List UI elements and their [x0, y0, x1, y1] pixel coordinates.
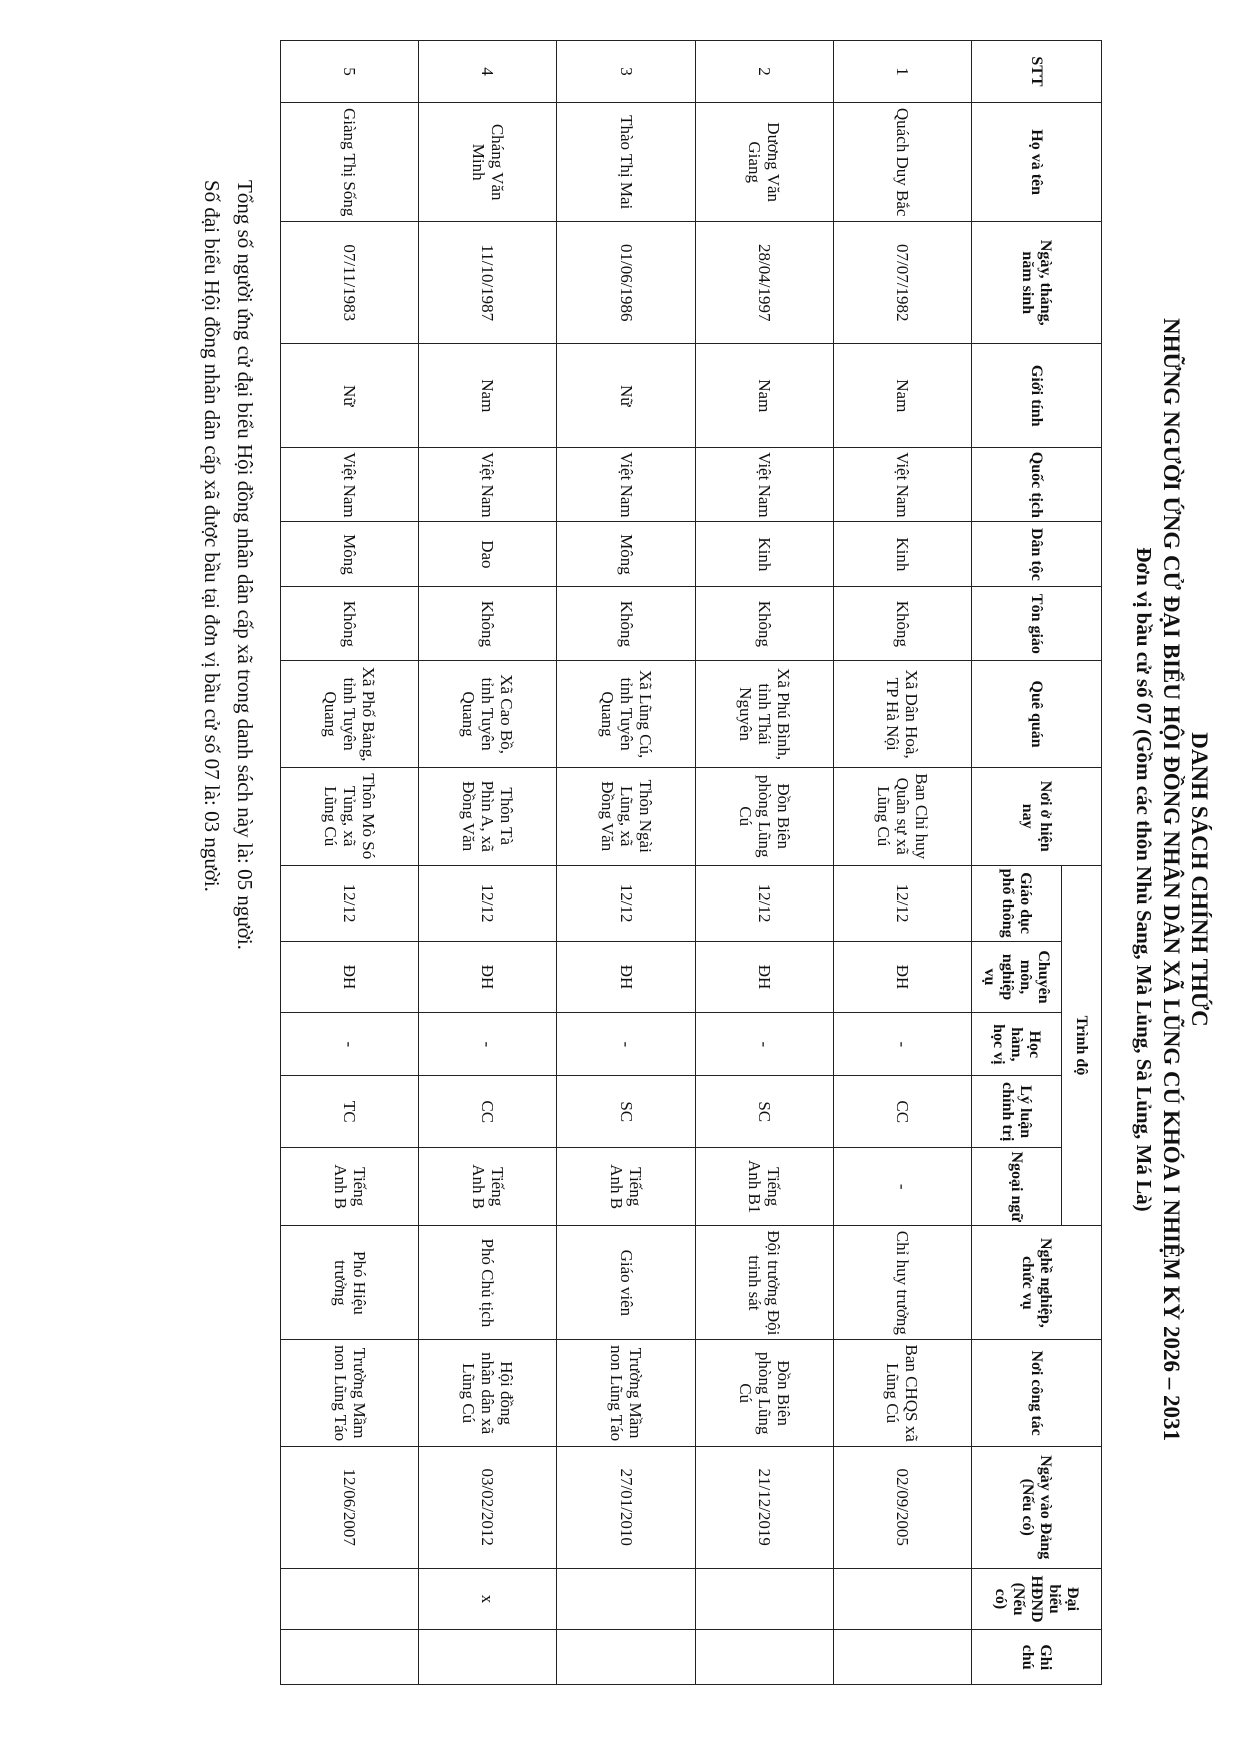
cell-politics: SC: [557, 1076, 695, 1148]
cell-stt: 4: [419, 41, 557, 103]
cell-nationality: Việt Nam: [557, 448, 695, 522]
header-delegate: Đại biểu HĐND (Nếu có): [972, 1568, 1102, 1630]
cell-degree: -: [695, 1013, 833, 1076]
cell-job: Giáo viên: [557, 1226, 695, 1340]
table-row: [281, 41, 419, 1685]
cell-stt: 1: [833, 41, 971, 103]
cell-residence: Thôn Ngài Lũng, xã Đồng Văn: [557, 767, 695, 865]
cell-name: Giàng Thị Sống: [281, 102, 419, 222]
cell-degree: -: [281, 1013, 419, 1076]
cell-language: Tiếng Anh B: [281, 1148, 419, 1226]
cell-hometown: Xã Phố Bảng, tỉnh Tuyên Quang: [281, 661, 419, 767]
cell-specialty: ĐH: [557, 941, 695, 1013]
cell-general-edu: 12/12: [695, 865, 833, 941]
cell-workplace: Trường Mầm non Lũng Táo: [557, 1340, 695, 1446]
header-workplace: Nơi công tác: [972, 1340, 1102, 1446]
cell-hometown: Xã Phú Bình, tỉnh Thái Nguyên: [695, 661, 833, 767]
header-job: Nghề nghiệp, chức vụ: [972, 1226, 1102, 1340]
cell-note: [419, 1630, 557, 1685]
table-row: [557, 41, 695, 1685]
cell-delegate: x: [419, 1568, 557, 1630]
header-degree: Học hàm, học vị: [972, 1013, 1062, 1076]
cell-religion: Không: [419, 587, 557, 661]
cell-job: Chỉ huy trưởng: [833, 1226, 971, 1340]
table-row: [419, 41, 557, 1685]
cell-hometown: Xã Lũng Cú, tỉnh Tuyên Quang: [557, 661, 695, 767]
cell-delegate: [557, 1568, 695, 1630]
cell-language: Tiếng Anh B: [557, 1148, 695, 1226]
cell-politics: SC: [695, 1076, 833, 1148]
cell-gender: Nam: [419, 344, 557, 448]
cell-degree: -: [557, 1013, 695, 1076]
footer-elected-count: Số đại biểu Hội đồng nhân dân cấp xã được bầu tại đơn vị bầu cử số 07 là: 03 người.: [200, 180, 224, 892]
cell-name: Cháng Văn Minh: [419, 102, 557, 222]
cell-language: -: [833, 1148, 971, 1226]
cell-dob: 28/04/1997: [695, 222, 833, 344]
cell-religion: Không: [833, 587, 971, 661]
cell-ethnicity: Dao: [419, 522, 557, 587]
cell-note: [557, 1630, 695, 1685]
cell-note: [695, 1630, 833, 1685]
cell-workplace: Đồn Biên phòng Lũng Cú: [695, 1340, 833, 1446]
header-party-date: Ngày vào Đảng (Nếu có): [972, 1446, 1102, 1568]
cell-residence: Đồn Biên phòng Lũng Cú: [695, 767, 833, 865]
candidate-table: [280, 40, 1102, 1685]
cell-note: [833, 1630, 971, 1685]
footer-total-candidates: Tổng số người ứng cử đại biểu Hội đồng nhân dân cấp xã trong danh sách này là: 05 người.: [233, 180, 257, 950]
cell-general-edu: 12/12: [281, 865, 419, 941]
cell-name: Thào Thị Mai: [557, 102, 695, 222]
header-education-group: Trình độ: [1062, 865, 1102, 1226]
cell-hometown: Xã Cao Bồ, tỉnh Tuyên Quang: [419, 661, 557, 767]
cell-workplace: Hội đồng nhân dân xã Lũng Cú: [419, 1340, 557, 1446]
cell-general-edu: 12/12: [419, 865, 557, 941]
cell-degree: -: [833, 1013, 971, 1076]
cell-party-date: 02/09/2005: [833, 1446, 971, 1568]
cell-nationality: Việt Nam: [695, 448, 833, 522]
header-nationality: Quốc tịch: [972, 448, 1102, 522]
cell-dob: 07/07/1982: [833, 222, 971, 344]
cell-residence: Thôn Mò Só Tủng, xã Lũng Cú: [281, 767, 419, 865]
cell-general-edu: 12/12: [557, 865, 695, 941]
cell-gender: Nam: [833, 344, 971, 448]
cell-hometown: Xã Dân Hoà, TP Hà Nội: [833, 661, 971, 767]
cell-name: Quách Duy Bắc: [833, 102, 971, 222]
cell-residence: Thôn Tà Phìn A, xã Đồng Văn: [419, 767, 557, 865]
cell-dob: 11/10/1987: [419, 222, 557, 344]
header-name: Họ và tên: [972, 102, 1102, 222]
cell-specialty: ĐH: [833, 941, 971, 1013]
cell-party-date: 27/01/2010: [557, 1446, 695, 1568]
cell-nationality: Việt Nam: [419, 448, 557, 522]
cell-name: Dương Văn Giang: [695, 102, 833, 222]
cell-language: Tiếng Anh B1: [695, 1148, 833, 1226]
cell-stt: 3: [557, 41, 695, 103]
header-language: Ngoại ngữ: [972, 1148, 1062, 1226]
cell-language: Tiếng Anh B: [419, 1148, 557, 1226]
header-note: Ghi chú: [972, 1630, 1102, 1685]
cell-workplace: Ban CHQS xã Lũng Cú: [833, 1340, 971, 1446]
cell-job: Phó Hiệu trưởng: [281, 1226, 419, 1340]
table-row: [695, 41, 833, 1685]
header-ethnicity: Dân tộc: [972, 522, 1102, 587]
cell-religion: Không: [695, 587, 833, 661]
header-general-edu: Giáo dục phổ thông: [972, 865, 1062, 941]
cell-stt: 2: [695, 41, 833, 103]
cell-politics: CC: [833, 1076, 971, 1148]
cell-workplace: Trường Mầm non Lũng Táo: [281, 1340, 419, 1446]
cell-religion: Không: [557, 587, 695, 661]
header-religion: Tôn giáo: [972, 587, 1102, 661]
header-hometown: Quê quán: [972, 661, 1102, 767]
cell-job: Đội trưởng Đội trinh sát: [695, 1226, 833, 1340]
cell-delegate: [833, 1568, 971, 1630]
cell-delegate: [281, 1568, 419, 1630]
cell-delegate: [695, 1568, 833, 1630]
cell-politics: TC: [281, 1076, 419, 1148]
cell-stt: 5: [281, 41, 419, 103]
cell-specialty: ĐH: [695, 941, 833, 1013]
cell-job: Phó Chủ tịch: [419, 1226, 557, 1340]
cell-party-date: 03/02/2012: [419, 1446, 557, 1568]
header-gender: Giới tính: [972, 344, 1102, 448]
cell-degree: -: [419, 1013, 557, 1076]
header-dob: Ngày, tháng, năm sinh: [972, 222, 1102, 344]
cell-ethnicity: Kinh: [833, 522, 971, 587]
table-row: [833, 41, 971, 1685]
cell-ethnicity: Kinh: [695, 522, 833, 587]
cell-party-date: 12/06/2007: [281, 1446, 419, 1568]
cell-gender: Nữ: [557, 344, 695, 448]
cell-specialty: ĐH: [419, 941, 557, 1013]
cell-ethnicity: Mông: [557, 522, 695, 587]
cell-general-edu: 12/12: [833, 865, 971, 941]
cell-dob: 07/11/1983: [281, 222, 419, 344]
header-residence: Nơi ở hiện nay: [972, 767, 1102, 865]
doc-subtitle: NHỮNG NGƯỜI ỨNG CỬ ĐẠI BIỂU HỘI ĐỒNG NHÂN DÂN XÃ LŨNG CÚ KHÓA I NHIỆM KỲ 2026 – 2031: [1159, 318, 1184, 1441]
doc-title: DANH SÁCH CHÍNH THỨC: [1187, 732, 1212, 1027]
cell-party-date: 21/12/2019: [695, 1446, 833, 1568]
cell-note: [281, 1630, 419, 1685]
cell-gender: Nam: [695, 344, 833, 448]
cell-nationality: Việt Nam: [281, 448, 419, 522]
cell-specialty: ĐH: [281, 941, 419, 1013]
header-specialty: Chuyên môn, nghiệp vụ: [972, 941, 1062, 1013]
header-politics: Lý luận chính trị: [972, 1076, 1062, 1148]
header-stt: STT: [972, 41, 1102, 103]
cell-nationality: Việt Nam: [833, 448, 971, 522]
cell-dob: 01/06/1986: [557, 222, 695, 344]
doc-unit: Đơn vị bầu cử số 07 (Gồm các thôn Nhù Sang, Mà Lủng, Sà Lủng, Má Là): [1132, 547, 1156, 1212]
cell-politics: CC: [419, 1076, 557, 1148]
cell-religion: Không: [281, 587, 419, 661]
cell-residence: Ban Chỉ huy Quân sự xã Lũng Cú: [833, 767, 971, 865]
cell-gender: Nữ: [281, 344, 419, 448]
cell-ethnicity: Mông: [281, 522, 419, 587]
